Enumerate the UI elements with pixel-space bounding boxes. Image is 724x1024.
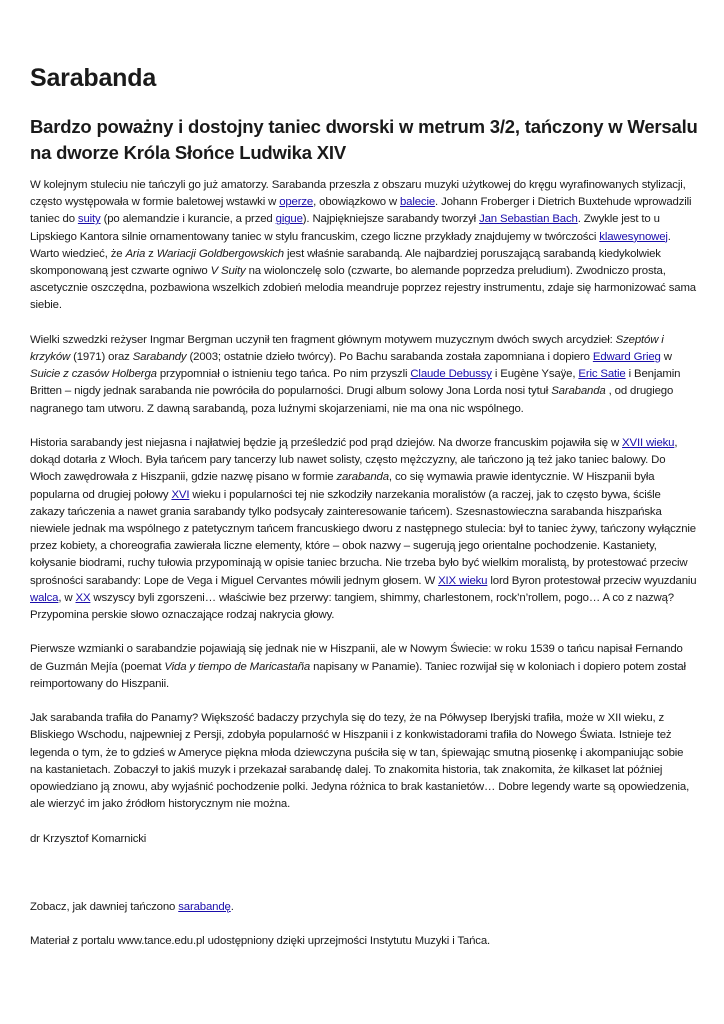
link-edward-grieg[interactable]: Edward Grieg bbox=[592, 351, 661, 364]
paragraph-5: Jak sarabanda trafiła do Panamy? Większość badaczy przychyla się do tezy, że na Półwysep Iberyjski trafiła, może w XII wieku, z Bliskiego Wschodu, najpewniej z Persji, zdobyła popularność w Hiszpanii i z konkwistadorami trafiła do Nowego Świata. Istnieje też legenda o tym, że to gdzieś w Ameryce piękna młoda dziewczyna puściła się w tan, śpiewając smutną piosenkę i akompaniując sobie na kastanietach. Zobaczył to jakiś muzyk i przekazał sarabandę dalej. To znakomita historia, tak znakomita, że kilkaset lat później opowiedziano ją znowu, aby wyjaśnić pochodzenie polki. Jedyna różnica to brak kastanietów… Dobre legendy warte są opowiedzenia, ale wierzyć im jako źródłom historycznym nie można. bbox=[30, 712, 690, 811]
link-xvii-wieku[interactable]: XVII wieku bbox=[622, 437, 675, 450]
link-klawesynowej[interactable]: klawesynowej bbox=[599, 230, 668, 243]
italic-sarabandy: Sarabandy bbox=[132, 351, 187, 364]
link-claude-debussy[interactable]: Claude Debussy bbox=[410, 368, 492, 381]
italic-zarabanda: zarabanda bbox=[336, 471, 389, 484]
link-xvi[interactable]: XVI bbox=[171, 488, 190, 501]
italic-sarabanda: Sarabanda bbox=[551, 385, 606, 398]
page-title: Sarabanda bbox=[30, 64, 157, 92]
italic-suicie: Suicie z czasów Holberga bbox=[30, 368, 157, 381]
paragraph-2: Wielki szwedzki reżyser Ingmar Bergman uczynił ten fragment głównym motywem muzycznym dwóch swych arcydzieł: Szeptów i krzyków (1971) oraz Sarabandy (2003; ostatnie dzieło twórcy). Po Bachu sarabanda została zapomniana i dopiero Edward Grieg w Suicie z czasów Holberga przypomniał o istnieniu tego tańca. Po nim przyszli Claude Debussy i Eugène Ysaÿe, Eric Satie i Benjamin Britten – nigdy jednak sarabanda nie powróciła do popularności. Drugi album solowy Jona Lorda nosi tytuł Sarabanda , od drugiego nagranego tam utworu. Z dawną sarabandą, poza luźnymi skojarzeniami, nie ma ona nic wspólnego. bbox=[30, 333, 681, 415]
author-signature: dr Krzysztof Komarnicki bbox=[30, 832, 147, 845]
link-xx[interactable]: XX bbox=[75, 591, 91, 604]
link-sarabande[interactable]: sarabandę bbox=[178, 900, 231, 913]
article-body bbox=[30, 177, 698, 968]
link-operze[interactable]: operze bbox=[279, 196, 314, 209]
see-also: Zobacz, jak dawniej tańczono sarabandę. bbox=[30, 900, 234, 913]
link-xix-wieku[interactable]: XIX wieku bbox=[438, 574, 488, 587]
italic-wariacji: Wariacji Goldbergowskich bbox=[156, 247, 284, 260]
link-eric-satie[interactable]: Eric Satie bbox=[578, 368, 626, 381]
article-subtitle: Bardzo poważny i dostojny taniec dworski w metrum 3/2, tańczony w Wersalu na dworze Króla Słońce Ludwika XIV bbox=[30, 116, 698, 163]
italic-vida: Vida y tiempo de Maricastaña bbox=[164, 660, 311, 673]
link-jan-sebastian-bach[interactable]: Jan Sebastian Bach bbox=[479, 213, 578, 226]
italic-v-suity: V Suity bbox=[210, 265, 246, 278]
link-gigue[interactable]: gigue bbox=[275, 213, 303, 226]
italic-szeptow: Szeptów i krzyków bbox=[30, 333, 664, 364]
paragraph-3: Historia sarabandy jest niejasna i najłatwiej będzie ją prześledzić pod prąd dziejów. Na dworze francuskim pojawiła się w XVII wieku, dokąd dotarła z Włoch. Była tańcem pary tancerzy lub nawet solisty, często mężczyzny, ale tańczono ją też jako taniec balowy. Do Włoch zawędrowała z Hiszpanii, gdzie nazwę pisano w formie zarabanda, co się wymawia prawie identycznie. W Hiszpanii była popularna od drugiej połowy XVI wieku i popularności tej nie szkodziły narzekania moralistów (a raczej, jak to często bywa, ściśle zakazy tańczenia a nawet grania sarabandy tylko podsycały zainteresowanie tańcem). Szesnastowieczna sarabanda hiszpańska niewiele jednak ma wspólnego z patetycznym tańcem francuskiego dworu z następnego stulecia: był to taniec żywy, tańczony wyłącznie przez kobiety, a choreografia zawierała liczne elementy, które – obok nazwy – sugerują jego orientalne pochodzenie. Kastaniety, kołysanie biodrami, ruchy tułowia przypominają w opisie taniec brzucha. Nie trzeba było być wielkim moralistą, by protestować przeciw sprośności sarabandy: Lope de Vega i Miguel Cervantes mówili jednym głosem. W XIX wieku lord Byron protestował przeciw wyuzdaniu walca, w XX wszyscy byli zgorszeni… właściwie bez przerwy: tangiem, shimmy, charlestonem, rock’n’rollem, pogo… A co z nazwą? Przypomina perskie słowo oznaczające rodzaj nakrycia głowy. bbox=[30, 437, 697, 622]
link-suity[interactable]: suity bbox=[77, 213, 101, 226]
credit-line: Materiał z portalu www.tance.edu.pl udostępniony dzięki uprzejmości Instytutu Muzyki i Tańca. bbox=[30, 935, 491, 948]
link-balecie[interactable]: balecie bbox=[400, 196, 436, 209]
italic-aria: Aria bbox=[125, 247, 146, 260]
link-walca[interactable]: walca bbox=[30, 591, 59, 604]
paragraph-1: W kolejnym stuleciu nie tańczyli go już amatorzy. Sarabanda przeszła z obszaru muzyki użytkowej do kręgu wyrafinowanych stylizacji, często występowała w formie baletowej wstawki w operze, obowiązkowo w balecie. Johann Froberger i Dietrich Buxtehude wprowadzili taniec do suity (po alemandzie i kurancie, a przed gigue). Najpiękniejsze sarabandy tworzył Jan Sebastian Bach. Zwykle jest to u Lipskiego Kantora silnie ornamentowany taniec w stylu francuskim, czego liczne przykłady znajdujemy w twórczości klawesynowej. Warto wiedzieć, że Aria z Wariacji Goldbergowskich jest właśnie sarabandą. Ale najbardziej poruszającą sarabandą kiedykolwiek skomponowaną jest czwarte ogniwo V Suity na wiolonczelę solo (czwarte, bo alemande poprzedza preludium). Zwodniczo prosta, ascetycznie oszczędna, pozbawiona wszelkich zdobień melodia meandruje poprzez rejestry instrumentu, zdaje się harmonizować sama siebie. bbox=[30, 179, 696, 312]
paragraph-4: Pierwsze wzmianki o sarabandzie pojawiają się jednak nie w Hiszpanii, ale w Nowym Świecie: w roku 1539 o tańcu napisał Fernando de Guzmán Mejía (poemat Vida y tiempo de Maricastaña napisany w Panamie). Taniec rozwijał się w koloniach i dopiero potem został reimportowany do Hiszpanii. bbox=[30, 643, 686, 690]
